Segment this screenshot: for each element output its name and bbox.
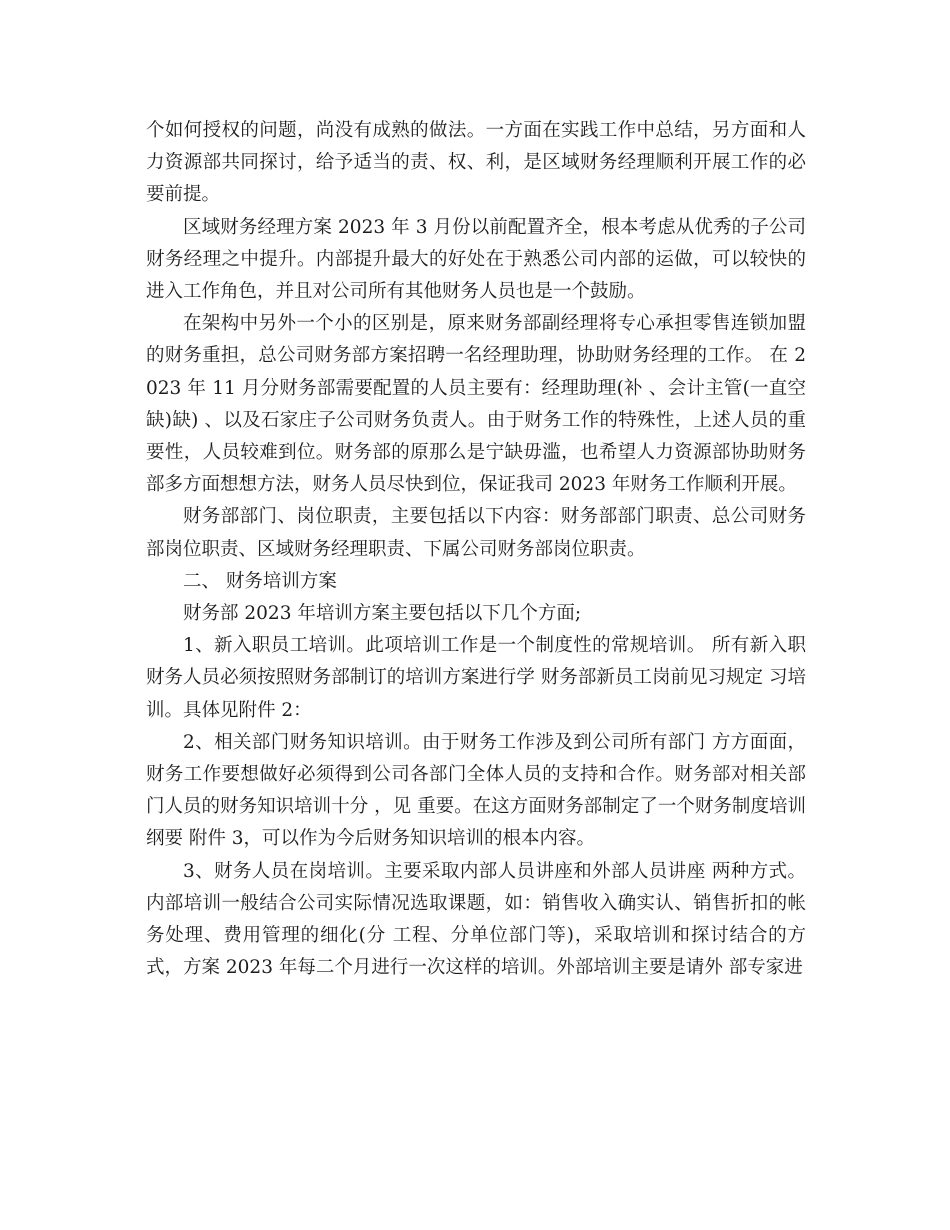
section-heading-training-plan: 二、 财务培训方案 [183,570,337,592]
paragraph-responsibilities: 财务部部门、岗位职责，主要包括以下内容：财务部部门职责、总公司财务部岗位职责、区域财务经理职责、下属公司财务部岗位职责。 [146,506,806,560]
paragraph-onjob-training: 3、财务人员在岗培训。主要采取内部人员讲座和外部人员讲座 两种方式。内部培训一般结合公司实际情况选取课题，如：销售收入确实认、销售折扣的帐务处理、费用管理的细化(分 工程、分单位部门等)，采取培训和探讨结合的方式，方案 2023 年每二个月进行一次这样的培训。外部培训主要是请外 部专家进 [146,860,806,979]
paragraph-training-overview: 财务部 2023 年培训方案主要包括以下几个方面; [183,603,582,625]
paragraph-regional-manager-plan: 区域财务经理方案 2023 年 3 月份以前配置齐全，根本考虑从优秀的子公司财务经理之中提升。内部提升最大的好处在于熟悉公司内部的运做，可以较快的进入工作角色，并且对公司所有其他财务人员也是一个鼓励。 [146,216,806,303]
paragraph-authorization: 个如何授权的问题，尚没有成熟的做法。一方面在实践工作中总结，另方面和人力资源部共同探讨，给予适当的责、权、利，是区域财务经理顺利开展工作的必要前提。 [146,120,806,206]
paragraph-new-employee-training: 1、新入职员工培训。此项培训工作是一个制度性的常规培训。 所有新入职财务人员必须按照财务部制订的培训方案进行学 财务部新员工岗前见习规定 习培训。具体见附件 2： [146,635,806,721]
paragraph-department-training: 2、相关部门财务知识培训。由于财务工作涉及到公司所有部门 方方面面，财务工作要想做好必须得到公司各部门全体人员的支持和合作。财务部对相关部门人员的财务知识培训十分 ，见 重要。在这方面财务部制定了一个财务制度培训纲要 附件 3，可以作为今后财务知识培训的根本内容。 [146,731,806,850]
document-body [146,115,806,984]
paragraph-staffing: 在架构中另外一个小的区别是，原来财务部副经理将专心承担零售连锁加盟的财务重担，总公司财务部方案招聘一名经理助理，协助财务经理的工作。 在 2023 年 11 月分财务部需要配置的人员主要有：经理助理(补 、会计主管(一直空缺)缺) 、以及石家庄子公司财务负责人。由于财务工作的特殊性，上述人员的重要性，人员较难到位。财务部的原那么是宁缺毋滥，也希望人力资源部协助财务部多方面想想方法，财务人员尽快到位，保证我司 2023 年财务工作顺利开展。 [146,313,806,496]
